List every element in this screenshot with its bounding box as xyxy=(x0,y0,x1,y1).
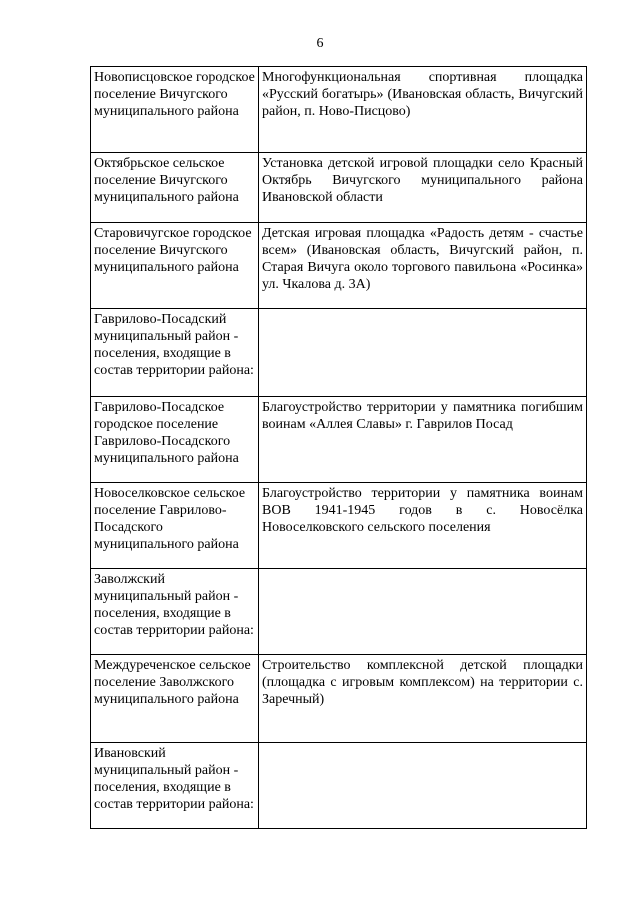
project-cell: Строительство комплексной детской площадки (площадка с игровым комплексом) на территории с. Заречный) xyxy=(259,655,587,743)
settlements-table xyxy=(90,66,587,829)
table-row xyxy=(91,223,587,309)
settlement-cell: Новоселковское сельское поселение Гаврилово-Посадского муниципального района xyxy=(91,483,259,569)
table-row xyxy=(91,655,587,743)
table-row xyxy=(91,309,587,397)
settlement-cell: Новописцовское городское поселение Вичугского муниципального района xyxy=(91,67,259,153)
table-row xyxy=(91,397,587,483)
settlement-cell: Ивановский муниципальный район - поселения, входящие в состав территории района: xyxy=(91,743,259,829)
project-cell: Благоустройство территории у памятника погибшим воинам «Аллея Славы» г. Гаврилов Посад xyxy=(259,397,587,483)
page-number: 6 xyxy=(316,36,324,51)
table-row xyxy=(91,67,587,153)
table-row xyxy=(91,483,587,569)
project-cell xyxy=(259,569,587,655)
project-cell: Благоустройство территории у памятника воинам ВОВ 1941-1945 годов в с. Новосёлка Новоселковского сельского поселения xyxy=(259,483,587,569)
settlement-cell: Междуреченское сельское поселение Заволжского муниципального района xyxy=(91,655,259,743)
project-cell: Установка детской игровой площадки село Красный Октябрь Вичугского муниципального района Ивановской области xyxy=(259,153,587,223)
settlement-cell: Гаврилово-Посадское городское поселение Гаврилово-Посадского муниципального района xyxy=(91,397,259,483)
settlement-cell: Октябрьское сельское поселение Вичугского муниципального района xyxy=(91,153,259,223)
project-cell: Детская игровая площадка «Радость детям - счастье всем» (Ивановская область, Вичугский район, п. Старая Вичуга около торгового павильона «Росинка» ул. Чкалова д. 3А) xyxy=(259,223,587,309)
settlement-cell: Заволжский муниципальный район - поселения, входящие в состав территории района: xyxy=(91,569,259,655)
project-cell: Многофункциональная спортивная площадка «Русский богатырь» (Ивановская область, Вичугский район, п. Ново-Писцово) xyxy=(259,67,587,153)
project-cell xyxy=(259,309,587,397)
table-row xyxy=(91,743,587,829)
table-row xyxy=(91,153,587,223)
table-row xyxy=(91,569,587,655)
settlement-cell: Гаврилово-Посадский муниципальный район - поселения, входящие в состав территории района: xyxy=(91,309,259,397)
settlement-cell: Старовичугское городское поселение Вичугского муниципального района xyxy=(91,223,259,309)
project-cell xyxy=(259,743,587,829)
